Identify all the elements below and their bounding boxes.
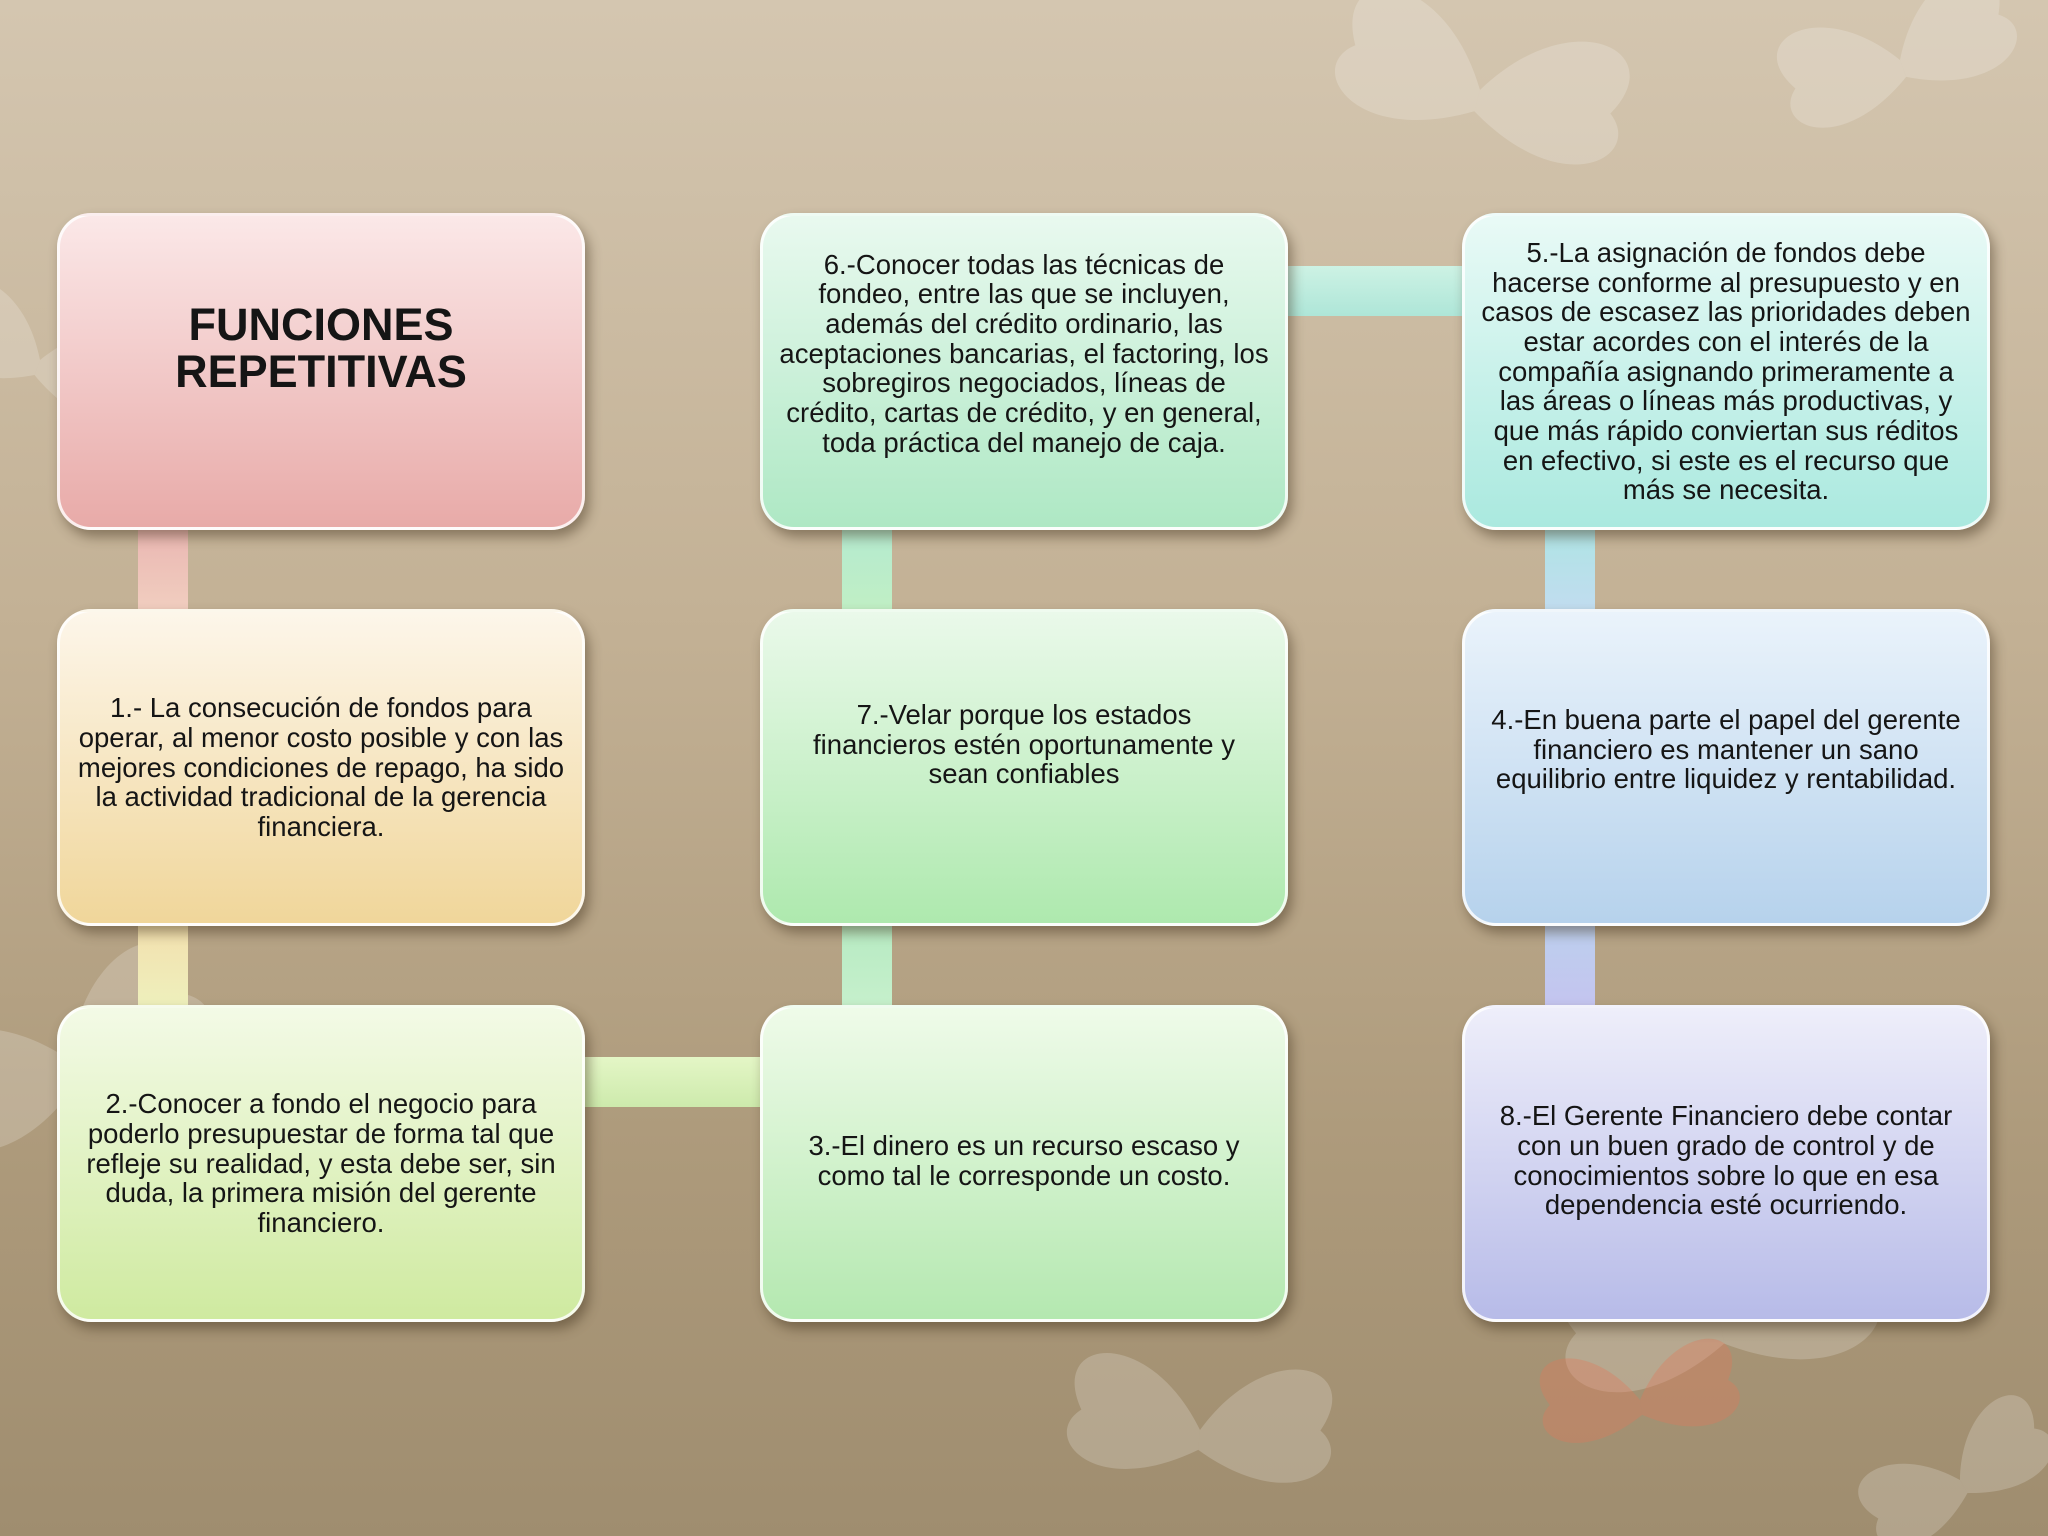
function-box-3	[760, 1005, 1288, 1322]
function-text-4: 4.-En buena parte el papel del gerente financiero es mantener un sano equilibrio entre liquidez y rentabilidad.	[1491, 703, 1961, 795]
function-box-2	[57, 1005, 585, 1322]
function-text-6: 6.-Conocer todas las técnicas de fondeo, entre las que se incluyen, además del crédito ordinario, las aceptaciones bancarias, el factoring, los sobregiros negociados, líneas de crédito, cartas de crédito, y en general, toda práctica del manejo de caja.	[779, 248, 1269, 458]
diagram-title: FUNCIONES REPETITIVAS	[175, 299, 467, 397]
function-text-8: 8.-El Gerente Financiero debe contar con un buen grado de control y de conocimientos sobre lo que en esa dependencia esté ocurriendo.	[1499, 1100, 1953, 1221]
diagram-title-box	[57, 213, 585, 530]
function-box-8	[1462, 1005, 1990, 1322]
connector-f6-f5	[1286, 266, 1466, 316]
connector-f1-f2	[138, 922, 188, 1006]
connector-f4-f8	[1545, 922, 1595, 1006]
function-text-1: 1.- La consecución de fondos para operar, al menor costo posible y con las mejores condiciones de repago, ha sido la actividad tradicional de la gerencia financiera.	[77, 692, 565, 843]
function-box-5	[1462, 213, 1990, 530]
function-text-3: 3.-El dinero es un recurso escaso y como tal le corresponde un costo.	[808, 1129, 1240, 1191]
connector-f2-f3	[582, 1057, 762, 1107]
function-box-1	[57, 609, 585, 926]
function-box-6	[760, 213, 1288, 530]
connector-f5-f4	[1545, 526, 1595, 614]
function-box-4	[1462, 609, 1990, 926]
function-text-2: 2.-Conocer a fondo el negocio para poderlo presupuestar de forma tal que refleje su realidad, y esta debe ser, sin duda, la primera misión del gerente financiero.	[86, 1088, 556, 1239]
connector-f3-f7	[842, 922, 892, 1006]
function-box-7	[760, 609, 1288, 926]
connector-title-f1	[138, 526, 188, 614]
function-text-5: 5.-La asignación de fondos debe hacerse conforme al presupuesto y en casos de escasez las prioridades deben estar acordes con el interés de la compañía asignando primeramente a las áreas o líneas más productivas, y que más rápido conviertan sus réditos en efectivo, si este es el recurso que más se necesita.	[1481, 236, 1971, 506]
connector-f7-f6	[842, 526, 892, 614]
function-text-7: 7.-Velar porque los estados financieros estén oportunamente y sean confiables	[813, 698, 1235, 790]
